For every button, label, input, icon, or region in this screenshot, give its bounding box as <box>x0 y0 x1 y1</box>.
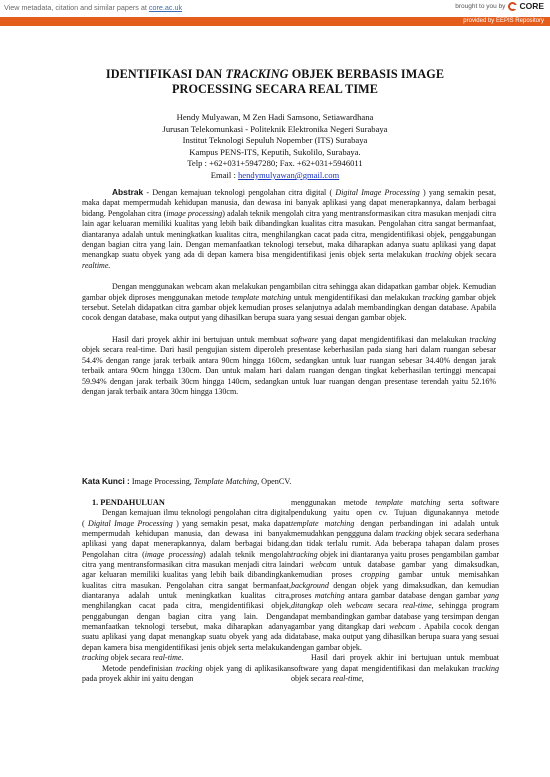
intro-paragraph-1: Dengan kemajuan ilmu teknologi pengolahan citra digital ( Digital Image Processing ) yang semakin pesat, maka dapat mempermudah kehidupan manusia, dan dewasa ini banyak aplikasi yang dapat menerapkannya, dalam berbagai bidang. Pengolahan citra (image processing) adalah teknik mengolah citra yang mentransformasikan citra masukan menjadi citra lain agar keluaran memiliki kualitas yang lebih baik dibandingkan kualitas citra masukan. Pengolahan citra sangat bermanfaat, diantaranya adalah untuk meningkatkan kualitas citra, menghilangkan cacat pada citra, mengidentifikasi objek, penggabungan dengan bagian citra yang lain. Dengan memanfaatkan teknologi tersebut, maka diharapkan adanya suatu aplikasi yang dapat menangkap suatu obyek yang ada di depan kamera bisa mengidentifikasi jenis objek serta melakukan tracking objek secara real-time. <box>82 508 291 663</box>
brought-by-text: brought to you by <box>455 2 506 10</box>
address: Kampus PENS-ITS, Keputih, Sukolilo, Surabaya. <box>189 146 361 157</box>
paper-title-line1: IDENTIFIKASI DAN TRACKING OBJEK BERBASIS IMAGE <box>105 67 445 81</box>
abstract-paragraph-2: Dengan menggunakan webcam akan melakukan pengambilan citra sehingga akan didapatkan gambar objek. Kemudian gambar objek diproses menggunakan metode template matching untuk mengidentifikasi dan melakukan tracking gambar objek tersebut. Setelah didapatkan citra gambar objek kemudian proses selanjutnya adalah membandingkan dengan database. Apabila cocok dengan database, maka output yang dihasilkan berupa suara yang sesuai dengan gambar objek. <box>82 282 497 323</box>
affiliation-1: Jurusan Telekomunkasi - Politeknik Elektronika Negeri Surabaya <box>162 123 388 134</box>
authors: Hendy Mulyawan, M Zen Hadi Samsono, Setiawardhana <box>176 112 374 122</box>
email-link[interactable]: hendymulyawan@gmail.com <box>237 169 340 180</box>
brought-by-core[interactable] <box>455 1 544 11</box>
abstract <box>82 187 496 397</box>
core-link[interactable]: core.ac.uk <box>148 3 183 12</box>
phone-fax: Telp : +62+031+5947280; Fax. +62+031+5946011 <box>187 158 363 169</box>
author-block <box>0 112 550 182</box>
abstract-paragraph-3: Hasil dari proyek akhir ini bertujuan untuk membuat software yang dapat mengidentifikasi dan melakukan tracking objek secara real-time. Dari hasil pengujian sistem diperoleh presentase keberhasilan pada siang hari dalam ruangan sebesar 54.4% dengan range jarak terbaik antara 90cm hingga 160cm, sedangkan untuk luar ruangan sebesar 34.40% dengan jarak terbaik antara 90cm hingga 130cm. Dan untuk malam hari dalam ruangan dengan tingkat keberhasilan tertinggi mencapai 59.94% dengan jarak terbaik 30cm hingga 140cm, sedangkan untuk luar ruangan dengan presentase terendah yaitu 52.16% dengan jarak terbaik antara 30cm hingga 130cm. <box>82 334 497 396</box>
body-column-right <box>291 498 499 684</box>
intro-paragraph-1-cont: menggunakan metode template matching serta software pendukung yaitu open cv. Tujuan digunakannya metode template matching dengan perbandingan ini adalah untuk memudahkan penggguna dalam tracking objek secara sederhana dan tidak terlalu rumit. Ada beberapa tahapan dalam proses tracking objek ini diantaranya yaitu proses pengambilan gambar dari webcam untuk database gambar yang dimaksudkan, kemudian proses cropping gambar untuk memisahkan background dengan objek yang dimaksudkan, dan kemudian proses matching antara gambar database dengan gambar yang ditangkap oleh webcam secara real-time, sehingga program dapat membandingkan gambar database yang tersimpan dengan gambar yang ditangkap dari webcam . Apabila cocok dengan database, maka output yang dihasilkan berupa suara yang sesuai dengan gambar objek. <box>291 498 500 652</box>
keywords: Kata Kunci : Image Processing, Template Matching, OpenCV. <box>82 477 292 486</box>
abstract-paragraph-1: Abstrak - Dengan kemajuan teknologi pengolahan citra digital ( Digital Image Processing ) yang semakin pesat, maka dapat mempermudah kehidupan manusia, dan dewasa ini banyak aplikasi yang dapat menerapkannya, dalam berbagai bidang. Pengolahan citra (image processing) adalah teknik mengolah citra yang mentransformasikan citra masukan menjadi citra lain agar keluaran memiliki kualitas yang lebih baik dibandingkan kualitas citra masukan. Pengolahan citra sangat bermanfaat, diantaranya adalah untuk meningkatkan kualitas citra, menghilangkan cacat pada citra, mengidentifikasi objek, penggabungan dengan bagian citra yang lain. Dengan memanfaatkan teknologi tersebut, maka diharapkan adanya suatu aplikasi yang dapat menangkap suatu obyek yang ada di depan kamera bisa mengidentifikasi jenis objek serta melakukan tracking objek secara realtime. <box>82 187 496 270</box>
paper-title-line2: PROCESSING SECARA REAL TIME <box>172 82 378 96</box>
metadata-link-text[interactable]: View metadata, citation and similar papers at core.ac.uk <box>4 3 183 12</box>
intro-paragraph-3: Hasil dari proyek akhir ini bertujuan untuk membuat software yang dapat mengidentifikasi dan melakukan tracking objek secara real-time, <box>291 653 499 683</box>
provided-by-text[interactable]: provided by EEPIS Repository <box>463 18 544 24</box>
intro-paragraph-2: Metode pendefinisian tracking objek yang di aplikasikan pada proyek akhir ini yaitu dengan <box>82 663 291 683</box>
affiliation-2: Institut Teknologi Sepuluh Nopember (ITS) Surabaya <box>182 135 368 146</box>
core-logo[interactable]: CORE <box>508 1 544 11</box>
body-column-left <box>82 498 291 684</box>
provider-bar <box>0 17 550 26</box>
core-header-bar <box>0 0 550 17</box>
core-logo-icon <box>508 2 517 11</box>
email-line: Email : hendymulyawan@gmail.com <box>210 169 340 180</box>
section-heading-pendahuluan: 1. PENDAHULUAN <box>92 498 165 507</box>
